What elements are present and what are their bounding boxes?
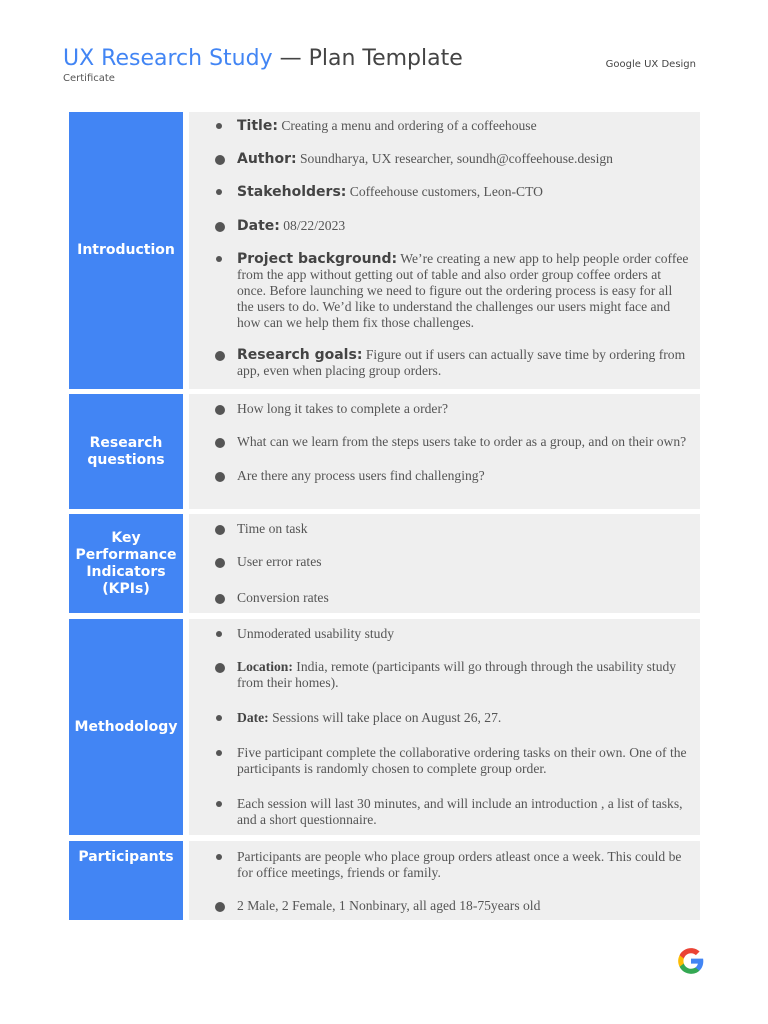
title-accent: UX Research Study [63,46,273,71]
section-content-participants [189,841,700,920]
bullet-icon [216,854,222,860]
list-item: Location: India, remote (participants will go through through the usability study from their homes). [189,659,692,691]
list-item: Author: Soundharya, UX researcher, soundh@coffeehouse.design [189,151,692,167]
section-kpis [69,514,700,613]
page-title [63,46,463,71]
list-item: Research goals: Figure out if users can actually save time by ordering from app, even when placing group orders. [189,347,692,379]
bullet-icon [216,256,222,262]
list-item: How long it takes to complete a order? [189,401,692,417]
list-item: Date: Sessions will take place on August 26, 27. [189,710,692,726]
list-item: 2 Male, 2 Female, 1 Nonbinary, all aged 18-75years old [189,898,692,914]
list-item: What can we learn from the steps users take to order as a group, and on their own? [189,434,692,450]
bullet-icon [215,438,225,448]
section-methodology [69,619,700,835]
bullet-icon [215,525,225,535]
bullet-icon [215,558,225,568]
section-research-questions [69,394,700,509]
bullet-icon [216,801,222,807]
title-rest: — Plan Template [272,46,463,71]
list-item: User error rates [189,554,692,570]
subtitle: Certificate [63,73,115,84]
section-participants [69,841,700,920]
list-item: Are there any process users find challenging? [189,468,692,484]
section-introduction [69,112,700,389]
brand-label: Google UX Design [605,59,696,70]
bullet-icon [216,750,222,756]
bullet-icon [216,631,222,637]
bullet-icon [216,123,222,129]
list-item: Project background: We’re creating a new app to help people order coffee from the app without getting out of table and also order group coffee orders at once. Before launching we need to figure out the ordering process is easy for all the users to do. We’d like to understand the challenges our users might face and how can we help them fix those challenges. [189,251,692,331]
bullet-icon [215,902,225,912]
list-item: Time on task [189,521,692,537]
section-label-kpis: Key Performance Indicators (KPIs) [69,514,183,613]
section-content-research-questions [189,394,700,509]
section-content-methodology [189,619,700,835]
bullet-icon [215,594,225,604]
document-header [63,46,463,84]
list-item: Title: Creating a menu and ordering of a coffeehouse [189,118,692,134]
google-g-icon [677,947,705,975]
bullet-icon [215,663,225,673]
bullet-icon [216,715,222,721]
section-label-methodology: Methodology [69,619,183,835]
list-item: Each session will last 30 minutes, and will include an introduction , a list of tasks, and a short questionnaire. [189,796,692,828]
bullet-icon [215,351,225,361]
bullet-icon [215,405,225,415]
section-label-introduction: Introduction [69,112,183,389]
list-item: Five participant complete the collaborative ordering tasks on their own. One of the participants is randomly chosen to complete group order. [189,745,692,777]
section-label-research-questions: Research questions [69,394,183,509]
list-item: Participants are people who place group orders atleast once a week. This could be for office meetings, friends or family. [189,849,692,881]
list-item: Date: 08/22/2023 [189,218,692,234]
list-item: Conversion rates [189,590,692,606]
section-content-kpis [189,514,700,613]
bullet-icon [215,222,225,232]
bullet-icon [215,472,225,482]
section-content-introduction [189,112,700,389]
list-item: Unmoderated usability study [189,626,692,642]
section-label-participants: Participants [69,841,183,920]
bullet-icon [215,155,225,165]
list-item: Stakeholders: Coffeehouse customers, Leon-CTO [189,184,692,200]
bullet-icon [216,189,222,195]
